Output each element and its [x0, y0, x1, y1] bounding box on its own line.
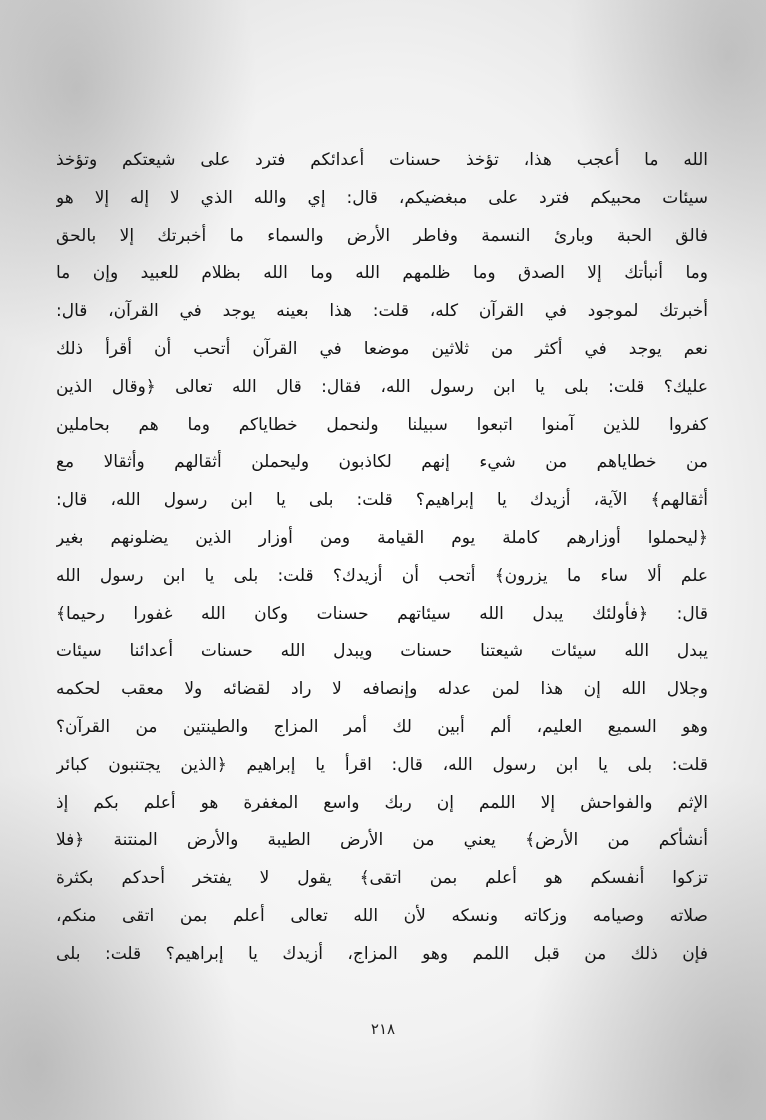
body-text [56, 142, 708, 974]
text-line: وما أنبأتك إلا الصدق وما ظلمهم الله وما الله بظلام للعبيد وإن ما [56, 263, 708, 284]
text-line: صلاته وصيامه وزكاته ونسكه لأن الله تعالى أعلم بمن اتقى منكم، [56, 905, 708, 926]
text-line: قلت: بلى يا ابن رسول الله، قال: اقرأ يا إبراهيم ﴿الذين يجتنبون كبائر [56, 754, 708, 775]
text-line: وهو السميع العليم، ألم أبين لك أمر المزاج والطينتين من القرآن؟ [56, 716, 708, 737]
text-line: عليك؟ قلت: بلى يا ابن رسول الله، فقال: قال الله تعالى ﴿وقال الذين [56, 376, 708, 397]
text-line: يبدل الله سيئات شيعتنا حسنات ويبدل الله حسنات أعدائنا سيئات [56, 641, 708, 662]
text-line: علم ألا ساء ما يزرون﴾ أتحب أن أزيدك؟ قلت: بلى يا ابن رسول الله [56, 565, 708, 586]
text-line: الإثم والفواحش إلا اللمم إن ربك واسع المغفرة هو أعلم بكم إذ [56, 792, 708, 813]
text-line: نعم يوجد في أكثر من ثلاثين موضعا في القرآن أتحب أن أقرأ ذلك [56, 338, 708, 359]
text-line: سيئات محبيكم فترد على مبغضيكم، قال: إي والله الذي لا إله إلا هو [56, 187, 708, 208]
text-line: تزكوا أنفسكم هو أعلم بمن اتقى﴾ يقول لا يفتخر أحدكم بكثرة [56, 868, 708, 889]
text-line: فالق الحبة وبارئ النسمة وفاطر الأرض والسماء ما أخبرتك إلا بالحق [56, 225, 708, 246]
text-line: كفروا للذين آمنوا اتبعوا سبيلنا ولنحمل خطاياكم وما هم بحاملين [56, 414, 708, 435]
text-line: أخبرتك لموجود في القرآن كله، قلت: هذا بعينه يوجد في القرآن، قال: [56, 301, 708, 322]
text-line: أنشأكم من الأرض﴾ يعني من الأرض الطيبة والأرض المنتنة ﴿فلا [56, 830, 708, 851]
text-line: من خطاياهم من شيء إنهم لكاذبون وليحملن أثقالهم وأثقالا مع [56, 452, 708, 473]
text-line: ﴿ليحملوا أوزارهم كاملة يوم القيامة ومن أوزار الذين يضلونهم بغير [56, 527, 708, 548]
text-line: الله ما أعجب هذا، تؤخذ حسنات أعدائكم فترد على شيعتكم وتؤخذ [56, 150, 708, 170]
text-line: وجلال الله إن هذا لمن عدله وإنصافه لا راد لقضائه ولا معقب لحكمه [56, 679, 708, 700]
text-line: قال: ﴿فأولئك يبدل الله سيئاتهم حسنات وكان الله غفورا رحيما﴾ [56, 603, 708, 624]
text-line: فإن ذلك من قبل اللمم وهو المزاج، أزيدك يا إبراهيم؟ قلت: بلى [56, 943, 708, 964]
page-number: ٢١٨ [370, 1020, 396, 1038]
text-line: أثقالهم﴾ الآية، أزيدك يا إبراهيم؟ قلت: بلى يا ابن رسول الله، قال: [56, 490, 708, 511]
